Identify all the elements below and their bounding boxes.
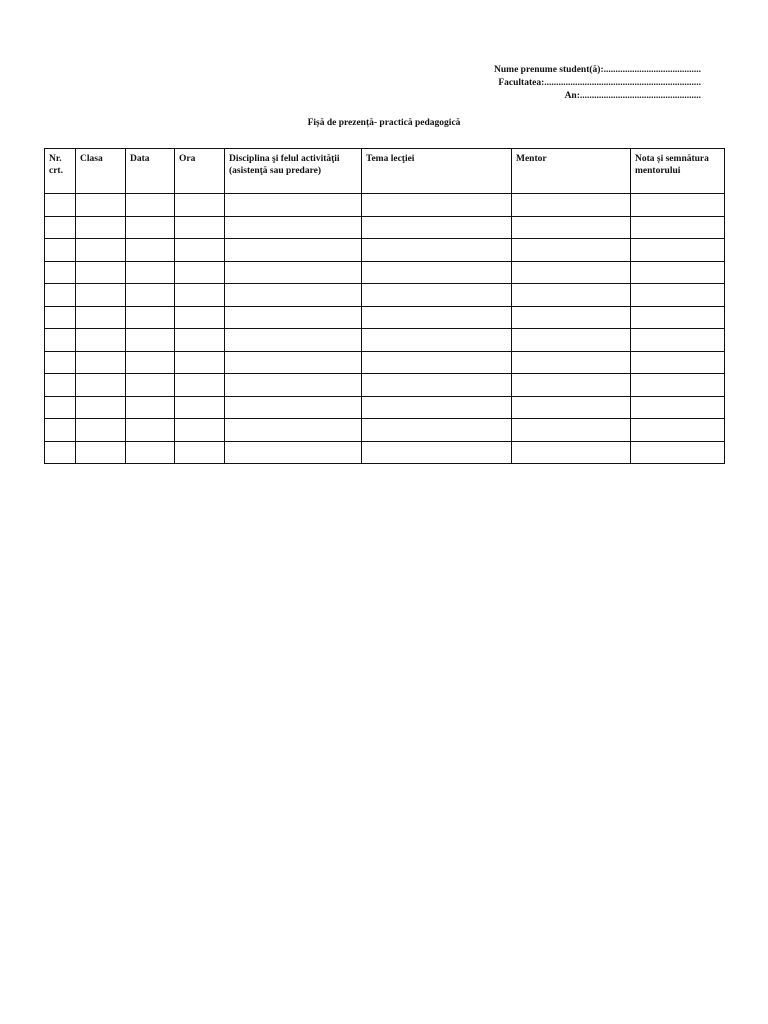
table-cell[interactable] bbox=[126, 419, 175, 442]
table-cell[interactable] bbox=[45, 239, 76, 262]
table-cell[interactable] bbox=[45, 419, 76, 442]
table-cell[interactable] bbox=[362, 284, 512, 307]
table-cell[interactable] bbox=[76, 284, 126, 307]
table-row bbox=[45, 239, 725, 262]
table-cell[interactable] bbox=[126, 239, 175, 262]
table-cell[interactable] bbox=[45, 441, 76, 464]
table-cell[interactable] bbox=[512, 441, 631, 464]
table-cell[interactable] bbox=[126, 351, 175, 374]
column-header-nr-crt: Nr. crt. bbox=[45, 149, 76, 194]
column-header-mentor: Mentor bbox=[512, 149, 631, 194]
table-cell[interactable] bbox=[362, 396, 512, 419]
table-cell[interactable] bbox=[45, 306, 76, 329]
table-cell[interactable] bbox=[45, 396, 76, 419]
table-cell[interactable] bbox=[362, 329, 512, 352]
column-header-clasa: Clasa bbox=[76, 149, 126, 194]
table-cell[interactable] bbox=[225, 351, 362, 374]
table-cell[interactable] bbox=[175, 441, 225, 464]
document-title: Fișă de prezență- practică pedagogică bbox=[307, 118, 461, 128]
table-cell[interactable] bbox=[175, 396, 225, 419]
table-cell[interactable] bbox=[225, 419, 362, 442]
table-cell[interactable] bbox=[175, 194, 225, 217]
table-cell[interactable] bbox=[362, 239, 512, 262]
table-cell[interactable] bbox=[512, 419, 631, 442]
table-cell[interactable] bbox=[45, 284, 76, 307]
table-cell[interactable] bbox=[362, 216, 512, 239]
table-cell[interactable] bbox=[512, 239, 631, 262]
table-cell[interactable] bbox=[631, 284, 725, 307]
table-header-row bbox=[45, 149, 725, 194]
table-cell[interactable] bbox=[126, 396, 175, 419]
table-cell[interactable] bbox=[362, 261, 512, 284]
table-cell[interactable] bbox=[631, 306, 725, 329]
table-cell[interactable] bbox=[225, 284, 362, 307]
table-cell[interactable] bbox=[45, 194, 76, 217]
table-cell[interactable] bbox=[225, 194, 362, 217]
table-cell[interactable] bbox=[76, 441, 126, 464]
table-body bbox=[45, 194, 725, 464]
table-cell[interactable] bbox=[631, 261, 725, 284]
table-cell[interactable] bbox=[362, 419, 512, 442]
table-cell[interactable] bbox=[512, 306, 631, 329]
table-cell[interactable] bbox=[631, 396, 725, 419]
table-cell[interactable] bbox=[126, 441, 175, 464]
table-cell[interactable] bbox=[362, 374, 512, 397]
column-header-data: Data bbox=[126, 149, 175, 194]
table-cell[interactable] bbox=[45, 216, 76, 239]
table-cell[interactable] bbox=[126, 306, 175, 329]
table-cell[interactable] bbox=[76, 306, 126, 329]
column-header-tema-lectiei: Tema lecţiei bbox=[362, 149, 512, 194]
table-row bbox=[45, 306, 725, 329]
table-cell[interactable] bbox=[76, 261, 126, 284]
table-cell[interactable] bbox=[175, 216, 225, 239]
table-cell[interactable] bbox=[175, 239, 225, 262]
table-cell[interactable] bbox=[76, 374, 126, 397]
table-cell[interactable] bbox=[225, 329, 362, 352]
table-cell[interactable] bbox=[45, 261, 76, 284]
table-cell[interactable] bbox=[512, 351, 631, 374]
table-cell[interactable] bbox=[126, 194, 175, 217]
table-cell[interactable] bbox=[362, 306, 512, 329]
table-cell[interactable] bbox=[225, 374, 362, 397]
table-cell[interactable] bbox=[126, 261, 175, 284]
table-cell[interactable] bbox=[512, 284, 631, 307]
table-cell[interactable] bbox=[45, 329, 76, 352]
column-header-ora: Ora bbox=[175, 149, 225, 194]
table-cell[interactable] bbox=[225, 261, 362, 284]
table-cell[interactable] bbox=[45, 351, 76, 374]
table-row bbox=[45, 419, 725, 442]
table-cell[interactable] bbox=[175, 261, 225, 284]
table-cell[interactable] bbox=[175, 419, 225, 442]
table-row bbox=[45, 441, 725, 464]
table-row bbox=[45, 284, 725, 307]
table-cell[interactable] bbox=[45, 374, 76, 397]
table-cell[interactable] bbox=[225, 306, 362, 329]
faculty-line: Facultatea:.................................................................. bbox=[498, 78, 701, 88]
table-cell[interactable] bbox=[631, 194, 725, 217]
table-cell[interactable] bbox=[512, 396, 631, 419]
table-cell[interactable] bbox=[175, 284, 225, 307]
table-cell[interactable] bbox=[225, 239, 362, 262]
table-cell[interactable] bbox=[225, 441, 362, 464]
table-row bbox=[45, 351, 725, 374]
table-cell[interactable] bbox=[362, 441, 512, 464]
table-cell[interactable] bbox=[76, 194, 126, 217]
table-cell[interactable] bbox=[126, 329, 175, 352]
table-cell[interactable] bbox=[631, 351, 725, 374]
table-cell[interactable] bbox=[225, 216, 362, 239]
table-row bbox=[45, 216, 725, 239]
table-cell[interactable] bbox=[512, 374, 631, 397]
table-cell[interactable] bbox=[512, 216, 631, 239]
table-cell[interactable] bbox=[175, 374, 225, 397]
table-cell[interactable] bbox=[225, 396, 362, 419]
table-row bbox=[45, 194, 725, 217]
table-row bbox=[45, 329, 725, 352]
student-name-line: Nume prenume student(ă):......................................... bbox=[494, 65, 701, 75]
table-cell[interactable] bbox=[362, 351, 512, 374]
table-cell[interactable] bbox=[512, 329, 631, 352]
table-cell[interactable] bbox=[76, 396, 126, 419]
year-line: An:................................................... bbox=[564, 91, 701, 101]
table-cell[interactable] bbox=[76, 351, 126, 374]
table-cell[interactable] bbox=[512, 261, 631, 284]
table-row bbox=[45, 374, 725, 397]
column-header-nota-semnatura: Nota și semnătura mentorului bbox=[631, 149, 725, 194]
table-cell[interactable] bbox=[175, 351, 225, 374]
table-row bbox=[45, 261, 725, 284]
attendance-table bbox=[44, 148, 725, 464]
table-row bbox=[45, 396, 725, 419]
table-cell[interactable] bbox=[631, 216, 725, 239]
table-cell[interactable] bbox=[76, 239, 126, 262]
table-cell[interactable] bbox=[126, 374, 175, 397]
table-cell[interactable] bbox=[362, 194, 512, 217]
table-cell[interactable] bbox=[512, 194, 631, 217]
table-cell[interactable] bbox=[631, 239, 725, 262]
table-cell[interactable] bbox=[631, 329, 725, 352]
table-cell[interactable] bbox=[631, 374, 725, 397]
table-cell[interactable] bbox=[76, 329, 126, 352]
table-cell[interactable] bbox=[76, 216, 126, 239]
table-cell[interactable] bbox=[175, 306, 225, 329]
student-info-block bbox=[494, 64, 701, 103]
table-cell[interactable] bbox=[126, 216, 175, 239]
column-header-disciplina: Disciplina şi felul activităţii (asistenţă sau predare) bbox=[225, 149, 362, 194]
table-cell[interactable] bbox=[126, 284, 175, 307]
table-cell[interactable] bbox=[631, 419, 725, 442]
table-cell[interactable] bbox=[631, 441, 725, 464]
table-cell[interactable] bbox=[76, 419, 126, 442]
table-cell[interactable] bbox=[175, 329, 225, 352]
